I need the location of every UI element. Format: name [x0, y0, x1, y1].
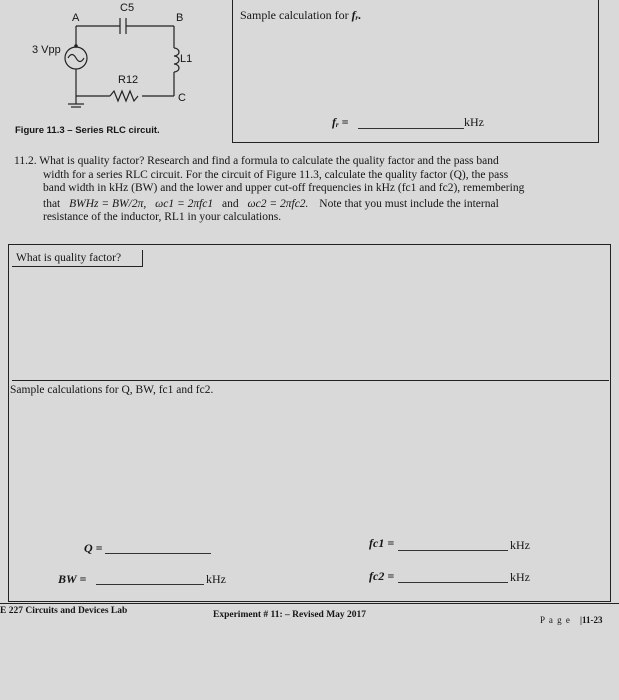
footer-experiment: Experiment # 11: – Revised May 2017 — [213, 610, 367, 620]
fc2-unit: kHz — [510, 570, 530, 584]
source-plus-terminal — [74, 44, 78, 48]
question-line-4: that BWHz = BW/2π, ωc1 = 2πfc1 and ωc2 = 2πfc2. Note that you must include the internal — [43, 197, 499, 210]
fr-answer-line[interactable] — [358, 115, 464, 129]
fc1-unit: kHz — [510, 538, 530, 552]
sample-calculations-prompt: Sample calculations for Q, BW, fc1 and fc2. — [10, 384, 214, 396]
fr-unit: kHz — [464, 115, 484, 129]
source-voltage-label: 3 Vpp — [32, 44, 61, 56]
resistor-label: R12 — [118, 74, 139, 86]
node-a-label: A — [72, 12, 80, 24]
question-line-2: width for a series RLC circuit. For the circuit of Figure 11.3, calculate the quality factor (Q), the pass — [43, 168, 509, 181]
footer-page-number: |11-23 — [580, 615, 603, 625]
series-rlc-circuit-diagram — [20, 0, 230, 125]
question-number: 11.2. — [14, 155, 37, 167]
bw-answer-line[interactable] — [96, 571, 204, 585]
fc2-label: fc2 = — [369, 569, 395, 583]
answer-divider — [12, 380, 609, 381]
capacitor-label: C5 — [120, 2, 135, 14]
fc1-answer-line[interactable] — [398, 537, 508, 551]
inductor-label: L1 — [180, 53, 193, 65]
figure-caption: Figure 11.3 – Series RLC circuit. — [15, 125, 160, 136]
fr-box-title: Sample calculation for fᵣ. — [240, 8, 362, 22]
question-line-5: resistance of the inductor, RL1 in your calculations. — [43, 211, 282, 223]
formula-wc1: ωc1 = 2πfc1 — [155, 197, 214, 210]
footer-rule — [0, 603, 619, 604]
question-11-2 — [14, 155, 604, 225]
footer-page-word: P a g e — [540, 615, 571, 625]
quality-factor-prompt: What is quality factor? — [16, 252, 122, 264]
fr-label: fᵣ = — [332, 115, 349, 129]
bw-unit: kHz — [206, 572, 226, 586]
formula-bw: BWHz = BW/2π, — [69, 197, 147, 210]
question-line-3: band width in kHz (BW) and the lower and upper cut-off frequencies in kHz (fc1 and fc2), remembering — [43, 182, 525, 194]
fc1-label: fc1 = — [369, 536, 395, 550]
bw-label: BW = — [58, 572, 87, 586]
footer-course: E 227 Circuits and Devices Lab — [0, 606, 128, 616]
node-b-label: B — [176, 12, 184, 24]
formula-wc2: ωc2 = 2πfc2. — [247, 197, 309, 210]
node-c-label: C — [178, 92, 186, 104]
q-answer-line[interactable] — [105, 540, 211, 554]
q-label: Q = — [84, 541, 103, 555]
fc2-answer-line[interactable] — [398, 569, 508, 583]
question-line-1: What is quality factor? Research and find a formula to calculate the quality factor and the pass band — [39, 155, 499, 167]
